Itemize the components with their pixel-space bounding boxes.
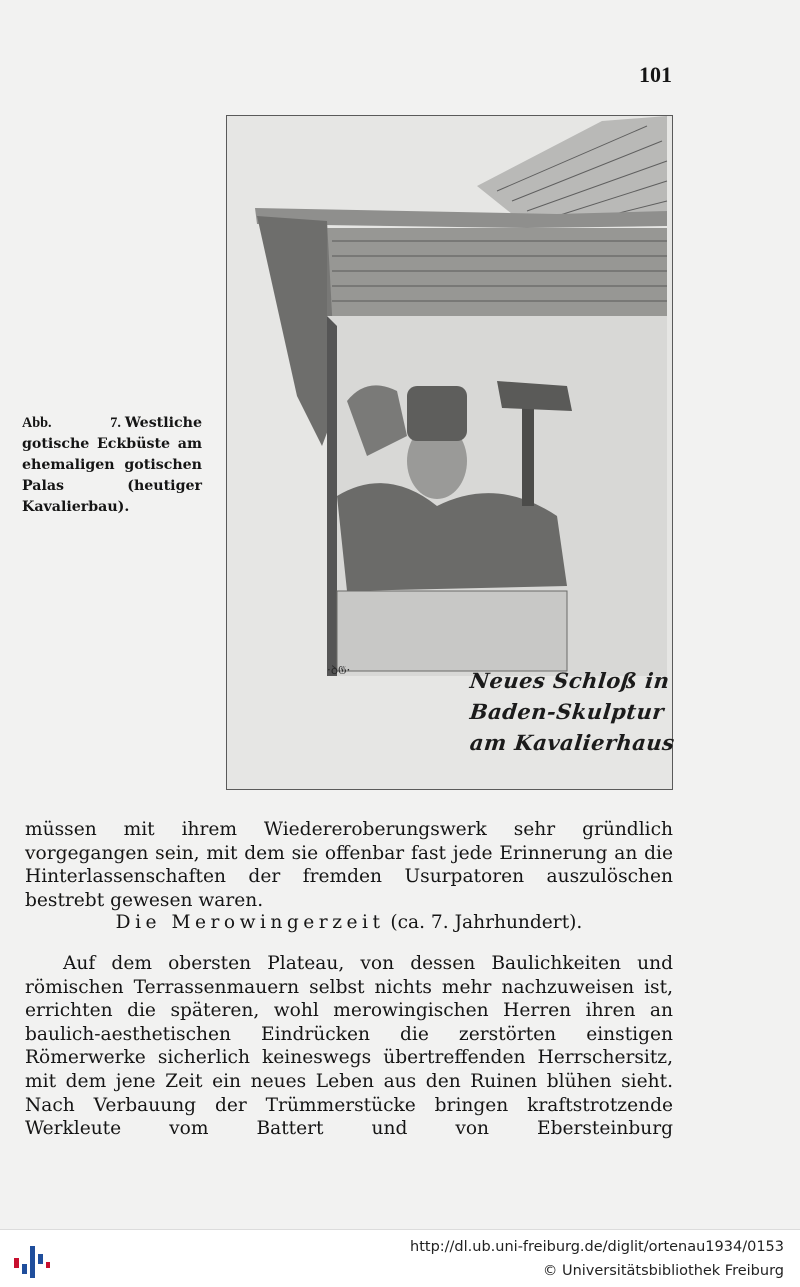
- heading-date: (ca. 7. Jahrhundert).: [390, 912, 583, 933]
- artist-monogram: ·ꝺ𝔊·: [327, 663, 351, 677]
- sculpture-sketch: [227, 116, 672, 789]
- paragraph-text: Auf dem obersten Plateau, von dessen Baulichkeiten und römischen Terrassenmauern selbst nichts mehr nachzuweisen ist, errichten die späteren, wohl merowingischen Herren ihren an baulich-aesthetischen Eindrücken die zerstörten einstigen Römerwerke sicherlich keineswegs übertreffenden Herrschersitz, mit dem jene Zeit ein neues Leben aus den Ruinen blühen sieht. Nach Verbauung der Trümmerstücke bringen kraftstrotzende Werkleute vom Battert und von Ebersteinburg: [25, 953, 673, 1140]
- footer-copyright: © Universitätsbibliothek Freiburg: [542, 1263, 784, 1279]
- stamp-line-1: Neues Schloß in: [468, 668, 671, 693]
- figure-caption: [22, 413, 202, 518]
- section-heading: [25, 911, 673, 935]
- figure-drawing: [226, 115, 673, 790]
- body-paragraph-2: [25, 952, 673, 1141]
- stamp-line-2: Baden-Skulptur: [468, 699, 666, 724]
- figure-caption-text: Westliche gotische Eckbüste am ehemaligen gotischen Palas (heutiger Kavalierbau).: [22, 415, 202, 515]
- stamp-line-3: am Kavalierhaus: [468, 730, 676, 755]
- paragraph-text: müssen mit ihrem Wiedereroberungswerk sehr gründlich vorgegangen sein, mit dem sie offenbar fast jede Erinnerung an die Hinterlassenschaften der fremden Usurpatoren auszulöschen bestrebt gewesen waren.: [25, 819, 673, 911]
- figure-label: Abb. 7.: [22, 415, 121, 431]
- footer-bar: [0, 1229, 800, 1287]
- gable-left: [257, 216, 337, 446]
- footer-url-link[interactable]: http://dl.ub.uni-freiburg.de/diglit/ortenau1934/0153: [410, 1239, 784, 1255]
- stone-block: [337, 591, 567, 671]
- page-number: 101: [639, 62, 672, 87]
- bust-cap: [407, 386, 467, 441]
- body-paragraph-1: [25, 818, 673, 912]
- heading-title: Die Merowingerzeit: [115, 912, 385, 933]
- ub-freiburg-logo-icon: [12, 1240, 52, 1280]
